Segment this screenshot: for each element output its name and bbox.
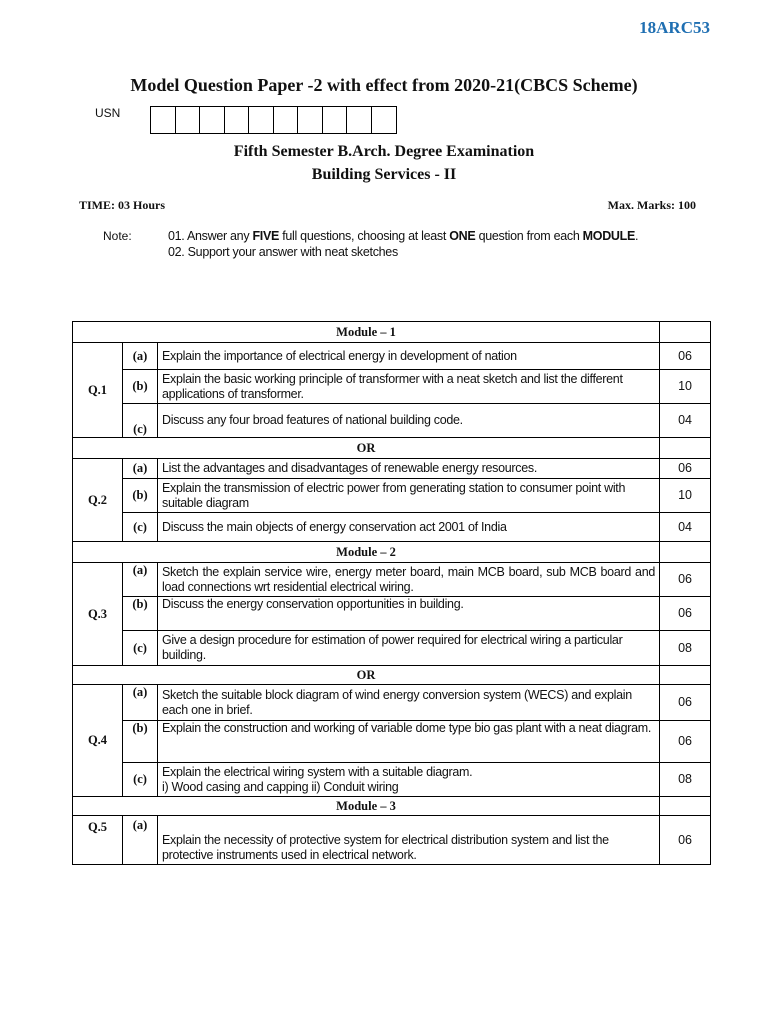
table-row xyxy=(73,721,711,763)
table-row xyxy=(73,370,711,404)
semester-title: Fifth Semester B.Arch. Degree Examination xyxy=(233,143,535,160)
table-row xyxy=(73,513,711,542)
question-text: Sketch the suitable block diagram of wind energy conversion system (WECS) and explain each one in brief. xyxy=(158,685,660,721)
question-text: Explain the transmission of electric power from generating station to consumer point with suitable diagram xyxy=(158,479,660,513)
usn-box xyxy=(249,107,274,133)
usn-boxes xyxy=(150,106,397,134)
question-text: Discuss any four broad features of national building code. xyxy=(158,404,660,438)
question-marks: 06 xyxy=(660,563,711,597)
question-marks: 06 xyxy=(660,685,711,721)
usn-box xyxy=(151,107,176,133)
sub-question-label: (b) xyxy=(123,479,158,513)
question-table xyxy=(72,321,711,865)
or-row xyxy=(73,666,711,685)
or-divider: OR xyxy=(73,438,660,459)
question-text-line: i) Wood casing and capping ii) Conduit wiring xyxy=(162,779,399,794)
question-marks: 06 xyxy=(660,343,711,370)
question-text: Discuss the energy conservation opportunities in building. xyxy=(158,597,660,631)
sub-question-label: (a) xyxy=(123,563,158,597)
usn-box xyxy=(200,107,225,133)
usn-box xyxy=(347,107,372,133)
table-row xyxy=(73,479,711,513)
question-marks: 04 xyxy=(660,404,711,438)
question-number: Q.4 xyxy=(73,685,123,797)
exam-heading xyxy=(0,140,768,186)
question-text: Explain the importance of electrical energy in development of nation xyxy=(158,343,660,370)
question-marks: 04 xyxy=(660,513,711,542)
module-heading: Module – 1 xyxy=(73,322,660,343)
question-number: Q.2 xyxy=(73,459,123,542)
question-number: Q.1 xyxy=(73,343,123,438)
or-row xyxy=(73,438,711,459)
question-marks: 06 xyxy=(660,459,711,479)
question-marks: 06 xyxy=(660,597,711,631)
question-text: List the advantages and disadvantages of renewable energy resources. xyxy=(158,459,660,479)
question-marks: 06 xyxy=(660,816,711,865)
question-text: Give a design procedure for estimation of power required for electrical wiring a particular building. xyxy=(158,631,660,666)
sub-question-label: (a) xyxy=(123,816,158,865)
question-text: Explain the basic working principle of transformer with a neat sketch and list the different applications of transformer. xyxy=(158,370,660,404)
table-row xyxy=(73,563,711,597)
or-divider: OR xyxy=(73,666,660,685)
question-number: Q.5 xyxy=(73,816,123,865)
sub-question-label: (b) xyxy=(123,370,158,404)
note-label: Note: xyxy=(103,229,132,243)
note-instructions xyxy=(168,228,638,260)
question-marks: 10 xyxy=(660,370,711,404)
table-row xyxy=(73,459,711,479)
sub-question-label: (c) xyxy=(123,513,158,542)
question-text-line: Explain the electrical wiring system with a suitable diagram. xyxy=(162,764,473,779)
sub-question-label: (c) xyxy=(123,631,158,666)
note-line-2: 02. Support your answer with neat sketches xyxy=(168,245,398,259)
sub-question-label: (a) xyxy=(123,685,158,721)
table-row xyxy=(73,404,711,438)
table-row xyxy=(73,343,711,370)
usn-box xyxy=(323,107,348,133)
question-marks: 08 xyxy=(660,763,711,797)
question-text: Sketch the explain service wire, energy meter board, main MCB board, sub MCB board and load connections wrt residential electrical wiring. xyxy=(158,563,660,597)
subject-title: Building Services - II xyxy=(311,166,457,183)
usn-box xyxy=(225,107,250,133)
subject-code: 18ARC53 xyxy=(639,18,710,37)
table-row xyxy=(73,685,711,721)
max-marks-label: Max. Marks: 100 xyxy=(607,198,696,212)
time-label: TIME: 03 Hours xyxy=(79,198,166,212)
table-row xyxy=(73,763,711,797)
note-line-1: 01. Answer any FIVE full questions, choosing at least ONE question from each MODULE. xyxy=(168,229,639,243)
question-text: Explain the construction and working of variable dome type bio gas plant with a neat diagram. xyxy=(158,721,660,763)
question-marks: 06 xyxy=(660,721,711,763)
sub-question-label: (b) xyxy=(123,597,158,631)
question-text: Discuss the main objects of energy conservation act 2001 of India xyxy=(158,513,660,542)
table-row xyxy=(73,597,711,631)
question-marks: 10 xyxy=(660,479,711,513)
sub-question-label: (c) xyxy=(123,763,158,797)
module-header-row xyxy=(73,542,711,563)
module-heading: Module – 2 xyxy=(73,542,660,563)
sub-question-label: (a) xyxy=(123,343,158,370)
sub-question-label: (b) xyxy=(123,721,158,763)
usn-label: USN xyxy=(95,106,121,120)
module-heading: Module – 3 xyxy=(73,797,660,816)
question-marks: 08 xyxy=(660,631,711,666)
question-text: Explain the necessity of protective system for electrical distribution system and list the protective instruments used in electrical network. xyxy=(158,816,660,865)
usn-box xyxy=(372,107,397,133)
question-number: Q.3 xyxy=(73,563,123,666)
module-header-row xyxy=(73,797,711,816)
paper-title: Model Question Paper -2 with effect from 2020-21(CBCS Scheme) xyxy=(130,75,638,95)
sub-question-label: (c) xyxy=(123,404,158,438)
table-row xyxy=(73,631,711,666)
usn-box xyxy=(298,107,323,133)
sub-question-label: (a) xyxy=(123,459,158,479)
module-header-row xyxy=(73,322,711,343)
question-text xyxy=(158,763,660,797)
usn-box xyxy=(274,107,299,133)
usn-box xyxy=(176,107,201,133)
table-row xyxy=(73,816,711,865)
